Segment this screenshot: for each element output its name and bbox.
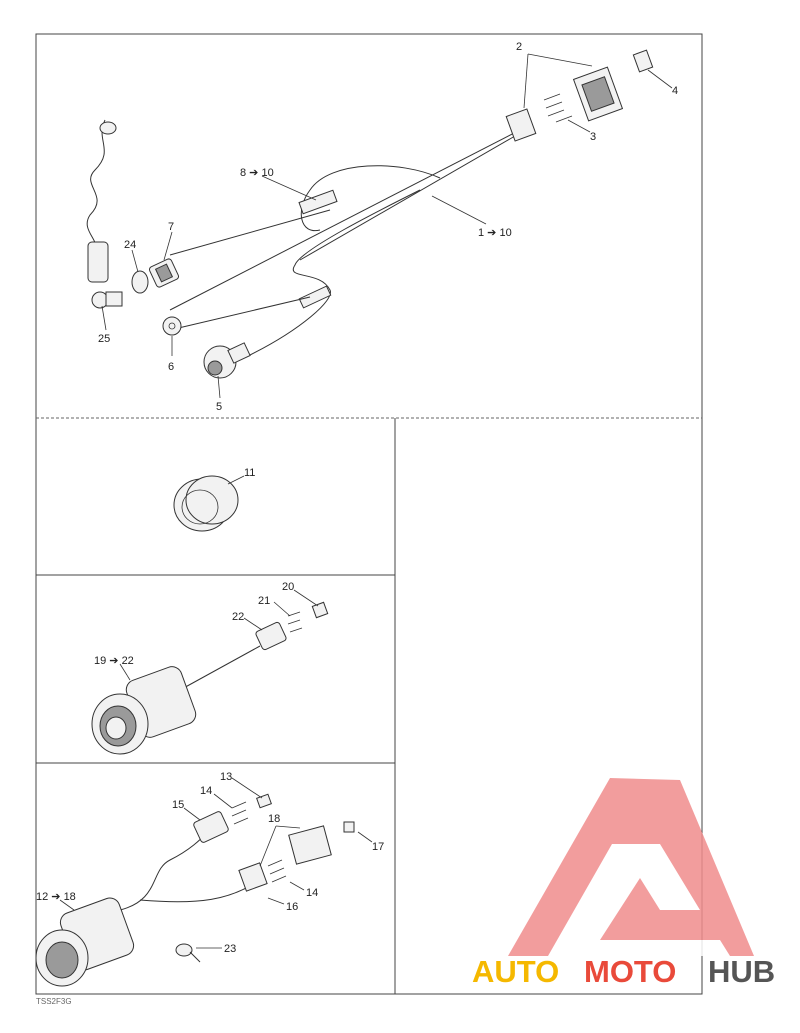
gauge-assembly bbox=[92, 590, 328, 754]
logo-word-hub: HUB bbox=[708, 954, 776, 989]
callout-4: 4 bbox=[672, 85, 679, 97]
callout-25: 25 bbox=[98, 333, 111, 345]
callout-15: 15 bbox=[172, 799, 185, 811]
callout-16: 16 bbox=[286, 901, 299, 913]
callout-19-22: 19 ➔ 22 bbox=[94, 655, 134, 667]
callout-7: 7 bbox=[168, 221, 175, 233]
callout-20: 20 bbox=[282, 581, 295, 593]
callout-23: 23 bbox=[224, 943, 237, 955]
figure-code: TSS2F3G bbox=[36, 997, 72, 1006]
callout-17: 17 bbox=[372, 841, 385, 853]
callout-2: 2 bbox=[516, 41, 523, 53]
callout-13: 13 bbox=[220, 771, 233, 783]
callout-5: 5 bbox=[216, 401, 223, 413]
callout-14a: 14 bbox=[200, 785, 213, 797]
callout-18: 18 bbox=[268, 813, 281, 825]
gauge-harness-assembly bbox=[36, 778, 372, 986]
callout-14b: 14 bbox=[306, 887, 319, 899]
watermark-logo bbox=[508, 778, 754, 956]
logo-word-auto: AUTO bbox=[472, 954, 560, 989]
callout-11: 11 bbox=[244, 467, 256, 479]
terminal-pins bbox=[544, 94, 572, 122]
callout-1-10: 1 ➔ 10 bbox=[478, 227, 512, 239]
callout-8-10: 8 ➔ 10 bbox=[240, 167, 274, 179]
callout-21: 21 bbox=[258, 595, 271, 607]
bezel-ring bbox=[174, 476, 244, 531]
callout-3: 3 bbox=[590, 131, 597, 143]
callout-24: 24 bbox=[124, 239, 137, 251]
callout-6: 6 bbox=[168, 361, 175, 373]
main-harness bbox=[87, 50, 652, 378]
callout-12-18: 12 ➔ 18 bbox=[36, 891, 76, 903]
logo-word-moto: MOTO bbox=[584, 954, 677, 989]
callout-22: 22 bbox=[232, 611, 245, 623]
